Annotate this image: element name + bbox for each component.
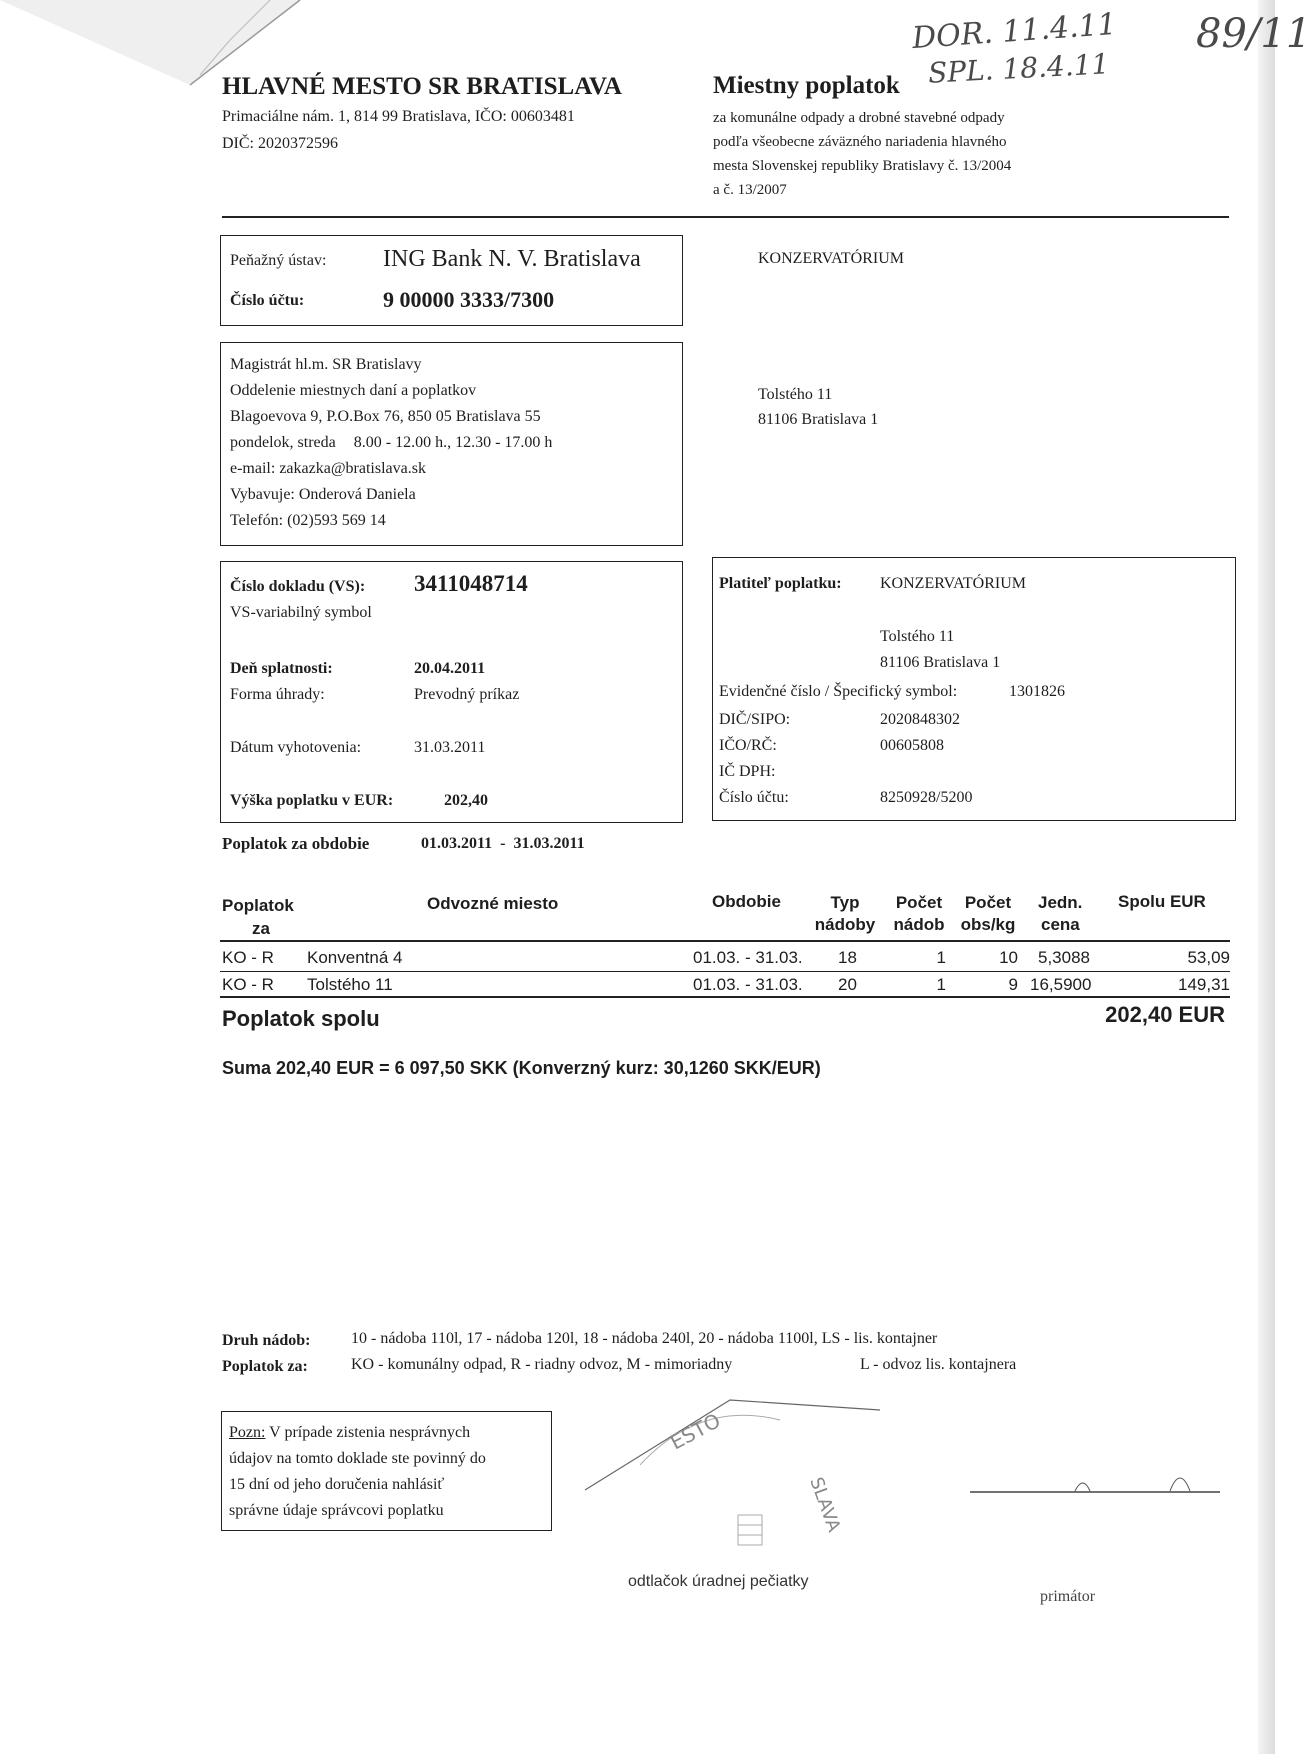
issuer-title: HLAVNÉ MESTO SR BRATISLAVA	[222, 73, 622, 100]
signature-graphic	[965, 1465, 1225, 1505]
cell-place: Konventná 4	[307, 948, 403, 967]
issue-date-label: Dátum vyhotovenia:	[230, 739, 362, 756]
office-contact	[230, 352, 675, 534]
cell-fee: KO - R	[222, 975, 274, 994]
signature-caption: primátor	[1040, 1588, 1096, 1605]
icdph-label: IČ DPH:	[719, 763, 776, 780]
note-line: správne údaje správcovi poplatku	[229, 1502, 444, 1519]
recipient-name: KONZERVATÓRIUM	[758, 250, 904, 267]
cell-obs: 9	[1008, 975, 1018, 994]
payer-street: Tolstého 11	[880, 628, 955, 645]
recipient-address	[758, 382, 878, 432]
office-line: Vybavuje: Onderová Daniela	[230, 486, 416, 503]
issuer-dic: DIČ: 2020372596	[222, 135, 338, 152]
col-obs-line2: obs/kg	[960, 915, 1016, 934]
document-subtitle-line: mesta Slovenskej republiky Bratislavy č. 13/2004	[713, 158, 1012, 174]
ico-label: IČO/RČ:	[719, 737, 777, 754]
ico-value: 00605808	[880, 737, 944, 754]
fee-total-value: 202,40 EUR	[1105, 1002, 1225, 1027]
col-fee-line1: Poplatok	[222, 896, 294, 915]
office-line: Blagoevova 9, P.O.Box 76, 850 05 Bratislava 55	[230, 408, 541, 425]
cell-unit: 16,5900	[1030, 975, 1092, 994]
col-type-line2: nádoby	[814, 915, 876, 934]
office-hours-days: pondelok, streda	[230, 434, 336, 451]
office-line: Oddelenie miestnych daní a poplatkov	[230, 382, 477, 399]
issuer-address: Primaciálne nám. 1, 814 99 Bratislava, IČO: 00603481	[222, 108, 575, 125]
period-value: 01.03.2011 - 31.03.2011	[421, 835, 585, 852]
svg-text:SLAVA: SLAVA	[805, 1474, 845, 1535]
recipient-street: Tolstého 11	[758, 386, 833, 403]
fee-types-value: KO - komunálny odpad, R - riadny odvoz, M - mimoriadny	[351, 1356, 733, 1373]
col-count-line2: nádob	[893, 915, 945, 934]
table-header-rule	[220, 940, 1230, 942]
svg-text:ESTO: ESTO	[666, 1408, 725, 1455]
payer-account-value: 8250928/5200	[880, 789, 973, 806]
table-row-rule	[220, 971, 1230, 972]
bank-label: Peňažný ústav:	[230, 252, 327, 269]
handwritten-received-date: DOR. 11.4.11	[911, 6, 1118, 57]
header-divider	[222, 216, 1229, 218]
col-type-line1: Typ	[830, 893, 860, 912]
col-place: Odvozné miesto	[427, 894, 559, 913]
col-count-line1: Počet	[895, 893, 943, 912]
fee-total-label: Poplatok spolu	[222, 1006, 380, 1031]
cell-count: 1	[936, 975, 946, 994]
col-unit-line1: Jedn.	[1038, 893, 1083, 912]
due-date-label: Deň splatnosti:	[230, 660, 333, 677]
evid-value: 1301826	[1009, 683, 1065, 700]
payment-form-value: Prevodný príkaz	[414, 686, 520, 703]
cell-fee: KO - R	[222, 948, 274, 967]
office-line: Magistrát hl.m. SR Bratislavy	[230, 356, 422, 373]
fee-types-value-cont: L - odvoz lis. kontajnera	[860, 1356, 1017, 1373]
scan-edge-right	[1258, 0, 1275, 1754]
document-subtitle-line: za komunálne odpady a drobné stavebné odpady	[713, 110, 1005, 126]
document-subtitle	[713, 106, 1011, 202]
vs-value: 3411048714	[414, 571, 528, 596]
col-count	[883, 892, 955, 936]
cell-count: 1	[936, 948, 946, 967]
dic-value: 2020848302	[880, 711, 960, 728]
col-fee	[222, 894, 322, 940]
account-label: Číslo účtu:	[230, 292, 305, 309]
cell-obs: 10	[999, 948, 1018, 967]
vs-label: Číslo dokladu (VS):	[230, 578, 366, 595]
table-bottom-rule	[220, 996, 1230, 998]
recipient-city: 81106 Bratislava 1	[758, 411, 879, 428]
note-line: V prípade zistenia nesprávnych	[269, 1424, 471, 1441]
cell-unit: 5,3088	[1038, 948, 1090, 967]
cell-type: 20	[838, 975, 857, 994]
period-label: Poplatok za obdobie	[222, 834, 370, 853]
office-hours	[230, 430, 675, 456]
col-obs-line1: Počet	[964, 893, 1012, 912]
fee-types-label: Poplatok za:	[222, 1358, 308, 1375]
container-types-label: Druh nádob:	[222, 1332, 311, 1349]
payment-form-label: Forma úhrady:	[230, 686, 325, 703]
container-types-value: 10 - nádoba 110l, 17 - nádoba 120l, 18 - nádoba 240l, 20 - nádoba 1100l, LS - lis. kontajner	[351, 1330, 938, 1347]
conversion-note: Suma 202,40 EUR = 6 097,50 SKK (Konverzný kurz: 30,1260 SKK/EUR)	[222, 1058, 821, 1078]
note-text	[229, 1420, 549, 1524]
cell-period: 01.03. - 31.03.	[693, 948, 803, 967]
issue-date-value: 31.03.2011	[414, 739, 486, 756]
note-title: Pozn:	[229, 1424, 266, 1441]
bank-value: ING Bank N. V. Bratislava	[383, 246, 641, 272]
cell-place: Tolstého 11	[307, 975, 393, 994]
cell-type: 18	[838, 948, 857, 967]
vs-note: VS-variabilný symbol	[230, 604, 372, 621]
cell-period: 01.03. - 31.03.	[693, 975, 803, 994]
cell-total: 53,09	[1187, 948, 1230, 967]
due-date-value: 20.04.2011	[414, 660, 486, 677]
official-stamp-graphic	[580, 1380, 880, 1580]
amount-label: Výška poplatku v EUR:	[230, 792, 394, 809]
document-subtitle-line: a č. 13/2007	[713, 182, 787, 198]
note-line-first	[229, 1420, 549, 1446]
note-line: 15 dní od jeho doručenia nahlásiť	[229, 1476, 445, 1493]
evid-label: Evidenčné číslo / Špecifický symbol:	[719, 683, 958, 700]
dic-label: DIČ/SIPO:	[719, 711, 791, 728]
note-line: údajov na tomto doklade ste povinný do	[229, 1450, 486, 1467]
col-fee-line2: za	[252, 919, 270, 938]
col-unit-line2: cena	[1041, 915, 1080, 934]
payer-city: 81106 Bratislava 1	[880, 654, 1001, 671]
handwritten-payment-date: SPL. 18.4.11	[927, 47, 1111, 90]
col-unit	[1038, 892, 1082, 936]
col-period: Obdobie	[712, 892, 781, 911]
office-line: e-mail: zakazka@bratislava.sk	[230, 460, 426, 477]
col-obs	[952, 892, 1024, 936]
office-hours-time: 8.00 - 12.00 h., 12.30 - 17.00 h	[353, 434, 553, 451]
account-value: 9 00000 3333/7300	[383, 287, 555, 312]
payer-label: Platiteľ poplatku:	[719, 575, 842, 592]
stamp-caption: odtlačok úradnej pečiatky	[628, 1573, 809, 1590]
document-title: Miestny poplatok	[713, 72, 900, 99]
office-line: Telefón: (02)593 569 14	[230, 512, 386, 529]
document-subtitle-line: podľa všeobecne záväzného nariadenia hlavného	[713, 134, 1007, 150]
payer-account-label: Číslo účtu:	[719, 789, 789, 806]
col-total: Spolu EUR	[1118, 892, 1206, 911]
cell-total: 149,31	[1178, 975, 1230, 994]
handwritten-reference: 89/11	[1196, 11, 1311, 57]
col-type	[808, 892, 882, 936]
payer-name: KONZERVATÓRIUM	[880, 575, 1026, 592]
amount-value: 202,40	[444, 792, 488, 809]
